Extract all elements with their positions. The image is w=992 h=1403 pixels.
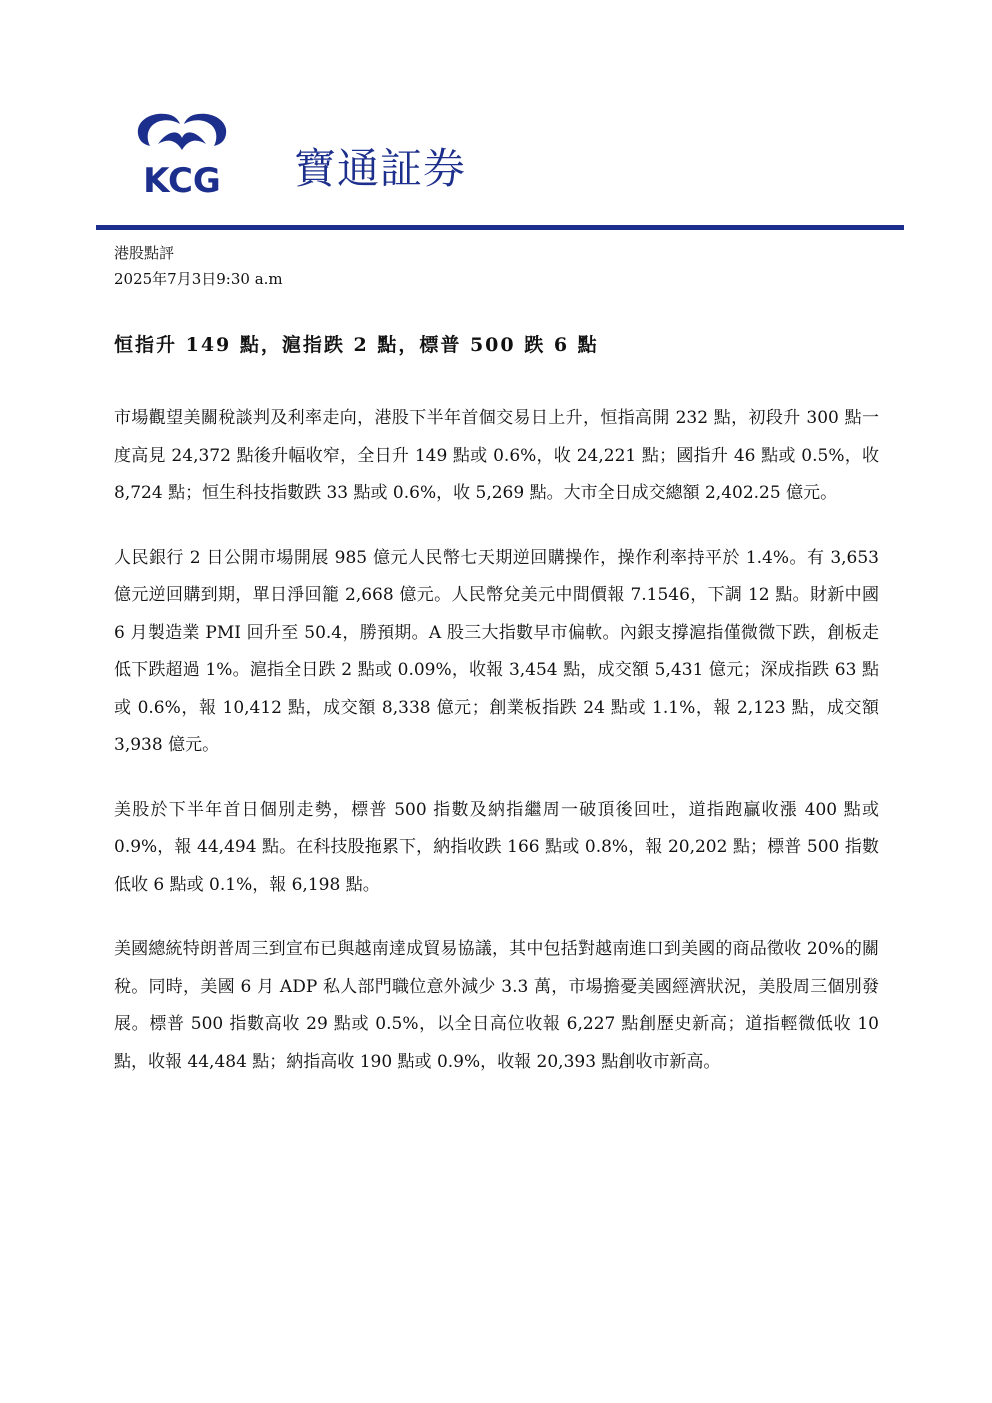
report-meta — [114, 240, 283, 292]
article-body — [114, 400, 879, 1108]
company-logo — [132, 108, 232, 200]
kcg-logo-icon — [132, 108, 232, 200]
paragraph-hk-market: 市場觀望美關稅談判及利率走向，港股下半年首個交易日上升，恒指高開 232 點，初段升 300 點一度高見 24,372 點後升幅收窄，全日升 149 點或 0.6%，收 24,221 點；國指升 46 點或 0.5%，收 8,724 點；恒生科技指數跌 33 點或 0.6%，收 5,269 點。大市全日成交總額 2,402.25 億元。 — [114, 408, 879, 503]
company-name: 寶通証券 — [294, 144, 467, 193]
paragraph-us-market: 美股於下半年首日個別走勢，標普 500 指數及納指繼周一破頂後回吐，道指跑贏收漲 400 點或 0.9%，報 44,494 點。在科技股拖累下，納指收跌 166 點或 0.8%，報 20,202 點；標普 500 指數低收 6 點或 0.1%，報 6,198 點。 — [114, 799, 879, 895]
paragraph-us-outlook: 美國總統特朗普周三到宣布已與越南達成貿易協議，其中包括對越南進口到美國的商品徵收 20%的關稅。同時，美國 6 月 ADP 私人部門職位意外減少 3.3 萬，市場擔憂美國經濟狀況，美股周三個別發展。標普 500 指數高收 29 點或 0.5%，以全日高位收報 6,227 點創歷史新高；道指輕微低收 10 點，收報 44,484 點；納指高收 190 點或 0.9%，收報 20,393 點創收市新高。 — [114, 939, 879, 1072]
paragraph-china-market: 人民銀行 2 日公開市場開展 985 億元人民幣七天期逆回購操作，操作利率持平於 1.4%。有 3,653 億元逆回購到期，單日淨回籠 2,668 億元。人民幣兌美元中間價報 7.1546，下調 12 點。財新中國 6 月製造業 PMI 回升至 50.4，勝預期。A 股三大指數早市偏軟。內銀支撐滬指僅微微下跌，創板走低下跌超過 1%。滬指全日跌 2 點或 0.09%，收報 3,454 點，成交額 5,431 億元；深成指跌 63 點或 0.6%，報 10,412 點，成交額 8,338 億元；創業板指跌 24 點或 1.1%，報 2,123 點，成交額 3,938 億元。 — [114, 547, 879, 755]
logo-text: KCG — [143, 161, 221, 200]
report-datetime: 2025年7月3日9:30 a.m — [114, 270, 283, 288]
header-divider — [96, 225, 904, 230]
headline: 恒指升 149 點，滬指跌 2 點，標普 500 跌 6 點 — [114, 334, 599, 356]
report-category: 港股點評 — [114, 244, 175, 262]
